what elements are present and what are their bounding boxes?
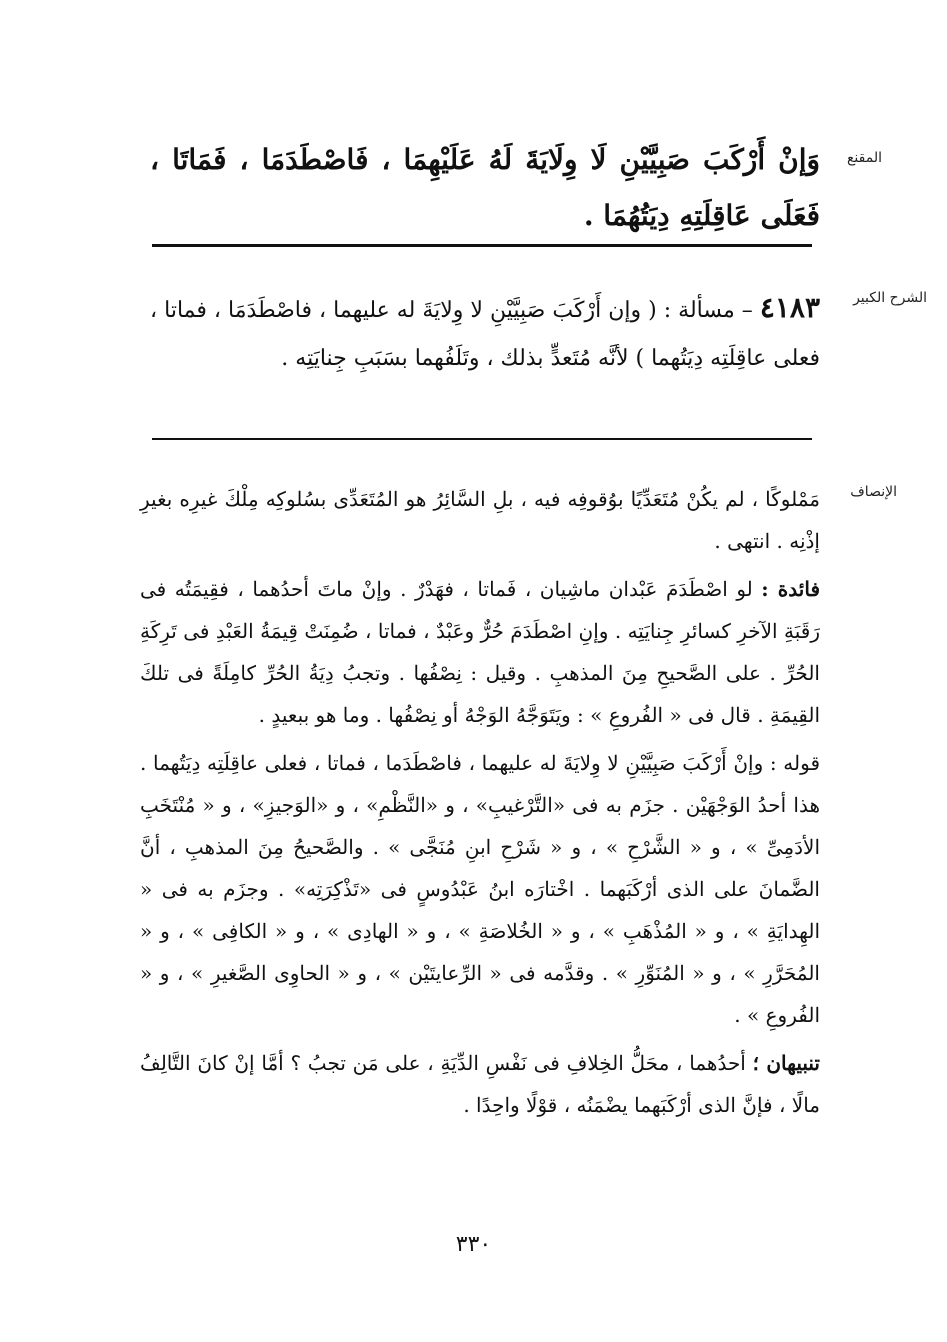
muqni-text: وَإنْ أَرْكَبَ صَبِيَّيْنِ لَا وِلَايَةَ لَهُ عَلَيْهِمَا ، فَاصْطَدَمَا ، فَمَاتَا ، فَعَلَى عَاقِلَتِهِ دِيَتُهُمَا .: [150, 143, 820, 232]
tanbihan-heading: تنبيهان ؛: [752, 1051, 821, 1075]
page-number: ٣٣٠: [455, 1232, 492, 1257]
issue-number: ٤١٨٣: [759, 291, 820, 324]
faida-heading: فائدة :: [761, 577, 820, 601]
insaf-text: [140, 478, 820, 1132]
sharh-body: – مسألة : ( وإن أَرْكَبَ صَبِيَّيْنِ لا وِلايَةَ له عليهما ، فاصْطَدَمَا ، فماتا ، فعلى عاقِلَتِه دِيَتُهما ) لأنَّه مُتَعدٍّ بذلك ، وتَلَفُهما بسَبَبِ جِنايَتِه .: [150, 298, 820, 371]
label-sharh: الشرح الكبير: [853, 290, 927, 306]
label-muqni: المقنع: [846, 150, 882, 166]
tanbihan-body: أحدُهما ، محَلُّ الخِلافِ فى نَفْسِ الدِّيَةِ ، على مَن تجبُ ؟ أمَّا إنْ كانَ التَّالِفُ مالًا ، فإنَّ الذى أرْكَبَهما يضْمَنُه ، قوْلًا واحِدًا .: [140, 1051, 820, 1117]
insaf-paragraph: [140, 1042, 820, 1126]
sharh-text: [150, 284, 820, 383]
insaf-paragraph: قوله : وإنْ أَرْكَبَ صَبِيَّيْنِ لا وِلايَةَ له عليهما ، فاصْطَدَما ، فماتا ، فعلى عاقِلَتِه دِيَتُهما . هذا أحدُ الوَجْهَيْن . جزَم به فى «التَّرْغيبِ» ، و «النَّظْمِ» ، و «الوَجيزِ» ، و « مُنْتَخَبِ الأدَمِىِّ » ، و « الشَّرْحِ » ، و « شَرْحِ ابنِ مُنَجَّى » . والصَّحيحُ مِنَ المذهبِ ، أنَّ الضَّمانَ على الذى أرْكَبَهما . اخْتارَه ابنُ عَبْدُوسٍ فى «تَذْكِرَتِه» . وجزَم به فى « الهِدايَةِ » ، و « المُذْهَبِ » ، و « الخُلاصَةِ » ، و « الهادِى » ، و « الكافِى » ، و « المُحَرَّرِ » ، و « المُنَوِّرِ » . وقدَّمه فى « الرِّعايتَيْن » ، و « الحاوِى الصَّغيرِ » ، و « الفُروعِ » .: [140, 751, 820, 1027]
label-insaf: الإنصاف: [850, 484, 897, 500]
divider-thick: [152, 244, 812, 247]
insaf-paragraph: مَمْلوكًا ، لم يكُنْ مُتَعَدِّيًا بوُقوفِه فيه ، بلِ السَّائِرُ هو المُتَعَدِّى بسُلوكِه مِلْكَ غيرِه بغيرِ إذْنِه . انتهى .: [140, 487, 820, 553]
faida-body: لو اصْطَدَمَ عَبْدان ماشِيان ، فَماتا ، فهَدْرٌ . وإنْ ماتَ أحدُهما ، فقِيمَتُه فى رَقَبَةِ الآخرِ كسائرِ جِنايَتِه . وإنِ اصْطَدَمَ حُرٌّ وعَبْدٌ ، فماتا ، ضُمِنَتْ قِيمَةُ العَبْدِ فى تَرِكَةِ الحُرِّ . على الصَّحيحِ مِنَ المذهبِ . وقيل : نِصْفُها . وتجبُ دِيَةُ الحُرِّ كامِلَةً فى تلكَ القِيمَةِ . قال فى « الفُروعِ » : ويَتَوَجَّهُ الوَجْهُ أو نِصْفُها . وما هو ببعيدٍ .: [140, 577, 820, 727]
divider-thin: [152, 438, 812, 440]
insaf-paragraph: [140, 568, 820, 736]
